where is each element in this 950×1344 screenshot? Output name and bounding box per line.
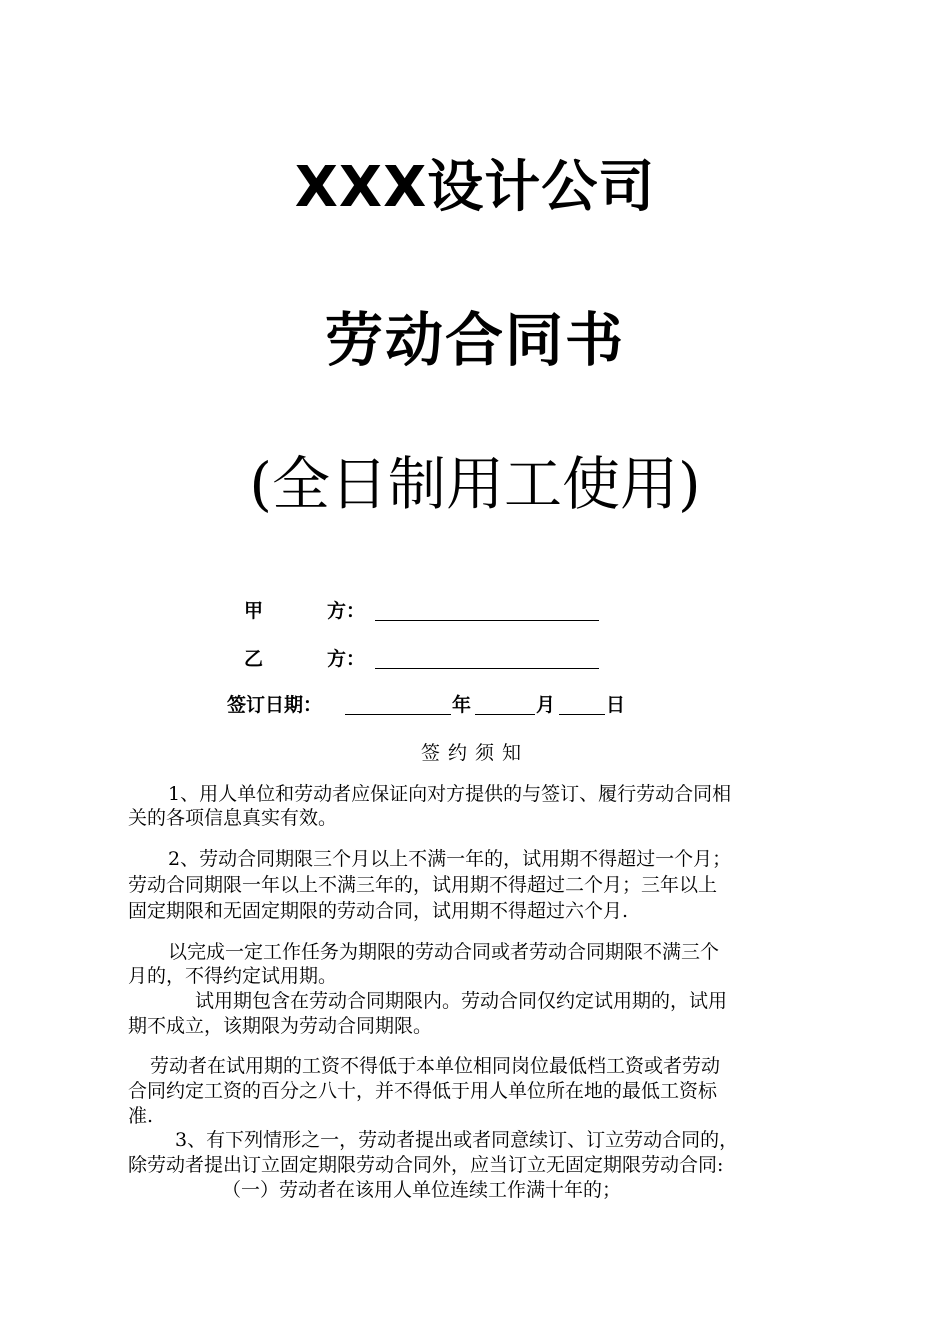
notice-line: 1、用人单位和劳动者应保证向对方提供的与签订、履行劳动合同相 — [168, 783, 732, 805]
notice-line: （一）劳动者在该用人单位连续工作满十年的； — [222, 1179, 622, 1201]
party-a-label-char1: 甲 — [244, 600, 264, 622]
notice-line: 准. — [128, 1105, 154, 1127]
notice-line: 期不成立，该期限为劳动合同期限。 — [128, 1015, 433, 1037]
party-b-label-char2: 方： — [327, 648, 366, 670]
sign-month-blank[interactable] — [475, 694, 535, 715]
notice-line: 劳动合同期限一年以上不满三年的，试用期不得超过二个月；三年以上 — [128, 874, 718, 896]
notice-line: 2、劳动合同期限三个月以上不满一年的，试用期不得超过一个月； — [168, 848, 732, 870]
notice-line: 劳动者在试用期的工资不得低于本单位相同岗位最低档工资或者劳动 — [150, 1055, 721, 1077]
party-a-label-char2: 方： — [327, 600, 366, 622]
contract-title: 劳动合同书 — [324, 306, 625, 374]
notice-line: 月的，不得约定试用期。 — [128, 965, 338, 987]
contract-subtitle: (全日制用工使用) — [249, 450, 701, 518]
sign-date-label: 签订日期： — [227, 694, 323, 716]
notice-line: 以完成一定工作任务为期限的劳动合同或者劳动合同期限不满三个 — [168, 941, 720, 963]
notice-line: 试用期包含在劳动合同期限内。劳动合同仅约定试用期的，试用 — [195, 990, 728, 1012]
sign-month-label: 月 — [536, 694, 556, 716]
party-b-blank[interactable] — [375, 648, 599, 669]
sign-day-label: 日 — [606, 694, 626, 716]
notice-line: 关的各项信息真实有效。 — [128, 807, 338, 829]
party-b-label-char1: 乙 — [244, 648, 264, 670]
notice-line: 除劳动者提出订立固定期限劳动合同外，应当订立无固定期限劳动合同: — [128, 1154, 724, 1176]
notice-line: 固定期限和无固定期限的劳动合同，试用期不得超过六个月. — [128, 900, 629, 922]
party-a-blank[interactable] — [375, 600, 599, 621]
sign-year-blank[interactable] — [345, 694, 451, 715]
notice-line: 3、有下列情形之一，劳动者提出或者同意续订、订立劳动合同的， — [175, 1129, 739, 1151]
sign-day-blank[interactable] — [559, 694, 605, 715]
company-title: XXX设计公司 — [294, 155, 656, 220]
notice-title: 签约须知 — [420, 742, 529, 764]
notice-line: 合同约定工资的百分之八十，并不得低于用人单位所在地的最低工资标 — [128, 1080, 718, 1102]
sign-year-label: 年 — [452, 694, 472, 716]
